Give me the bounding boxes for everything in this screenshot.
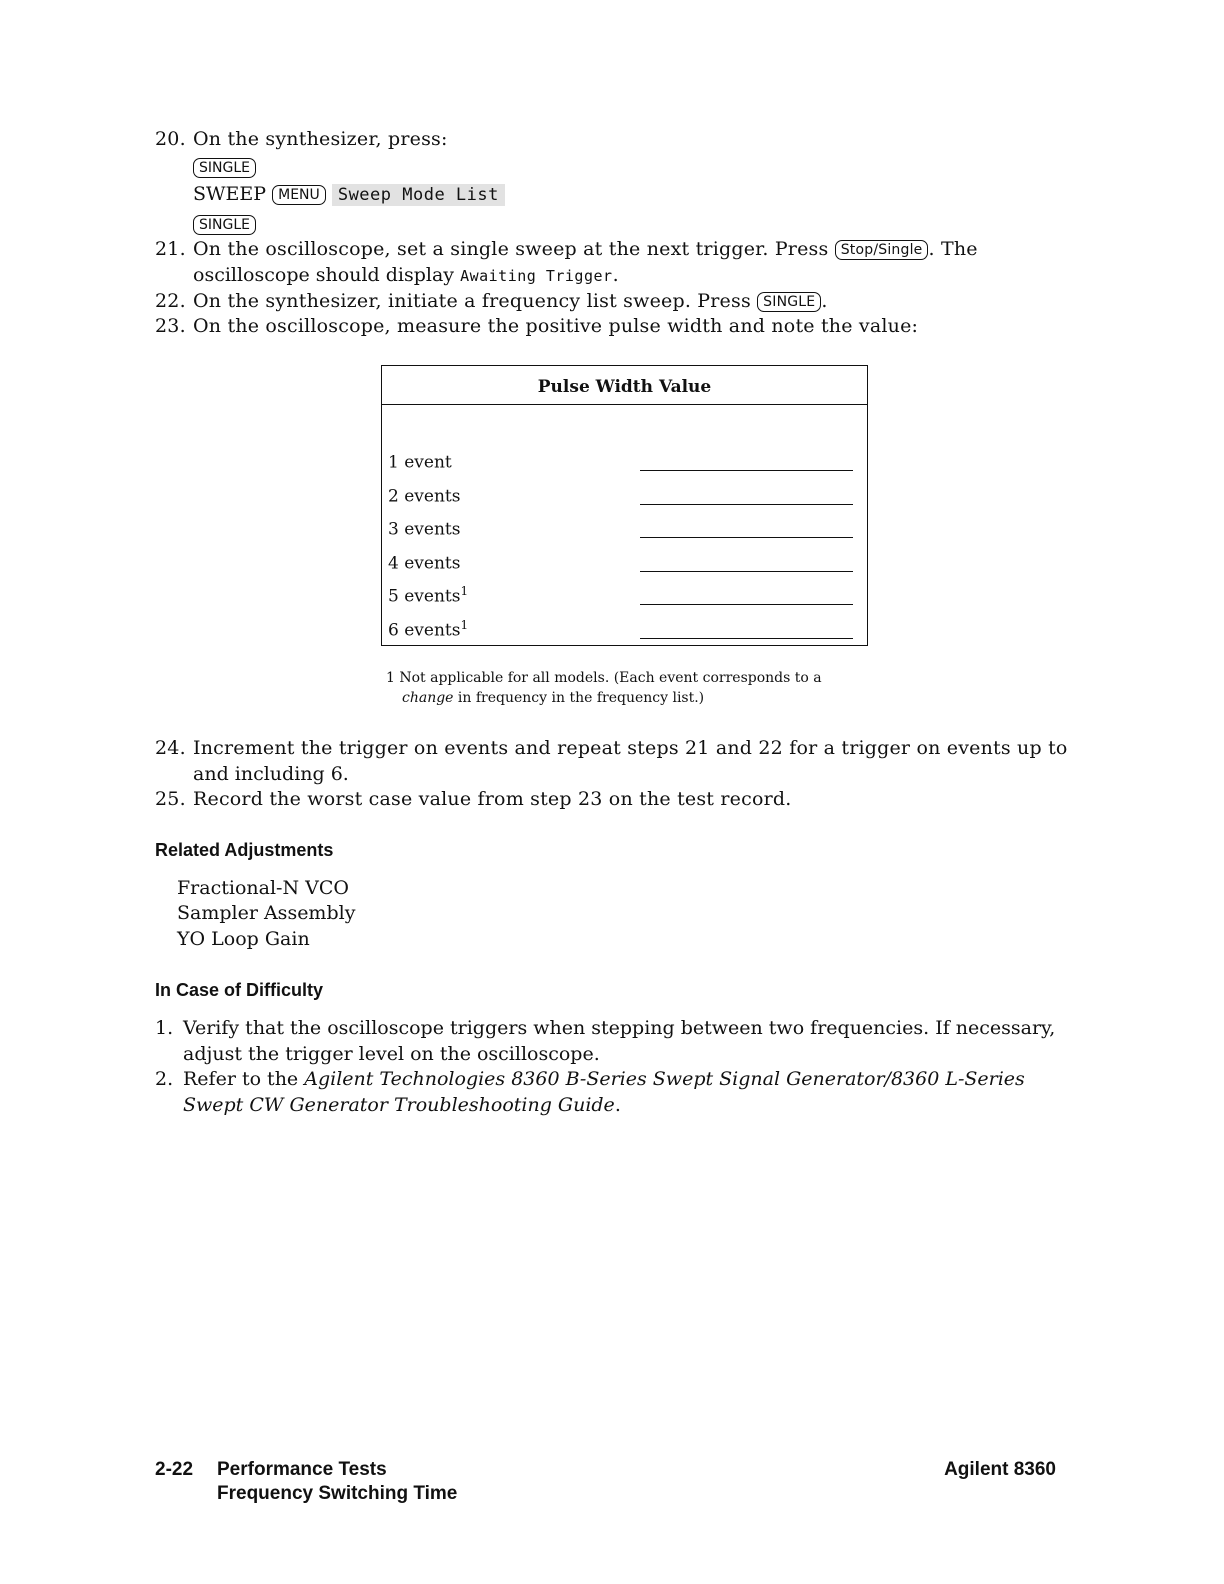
- sweep-label: SWEEP: [193, 183, 267, 205]
- difficulty-item-2: [155, 1066, 1025, 1092]
- step-number: 24.: [155, 737, 186, 759]
- step-text-after: .: [612, 264, 619, 286]
- single-key: SINGLE: [757, 292, 821, 312]
- row-label: 3 events: [388, 519, 461, 540]
- footnote-emphasis: change: [402, 690, 454, 706]
- row-label: 5 events$^1$: [388, 584, 469, 607]
- difficulty-item-2-continued: [183, 1092, 621, 1118]
- guide-title-continued: Swept CW Generator Troubleshooting Guide: [183, 1094, 615, 1116]
- step-21: [155, 236, 978, 262]
- step-text: On the oscilloscope, measure the positive pulse width and note the value:: [193, 315, 919, 337]
- step-20-keyline-3: [193, 211, 256, 237]
- table-footnote-line-2: [402, 688, 704, 708]
- step-number: 22.: [155, 290, 186, 312]
- table-row: [388, 614, 863, 644]
- single-key: SINGLE: [193, 158, 256, 178]
- entry-line: [640, 571, 853, 572]
- item-number: 1.: [155, 1017, 174, 1039]
- table-row: [388, 513, 863, 543]
- item-text-end: .: [614, 1094, 621, 1116]
- entry-line: [640, 504, 853, 505]
- item-text: Verify that the oscilloscope triggers when stepping between two frequencies. If necessary,: [183, 1017, 1056, 1039]
- item-number: 2.: [155, 1068, 174, 1090]
- single-key: SINGLE: [193, 215, 256, 235]
- step-24-continued: and including 6.: [193, 763, 349, 785]
- row-label: 4 events: [388, 553, 461, 574]
- difficulty-item-1-continued: adjust the trigger level on the oscilloscope.: [183, 1043, 600, 1065]
- step-text: On the synthesizer, press:: [193, 128, 448, 150]
- item-text: Refer to the: [183, 1068, 299, 1090]
- step-22: [155, 288, 828, 314]
- step-20-keyline-1: [193, 154, 256, 180]
- related-item: YO Loop Gain: [177, 928, 310, 950]
- step-text-after: . The: [928, 238, 978, 260]
- related-item: Sampler Assembly: [177, 902, 356, 924]
- step-number: 25.: [155, 788, 186, 810]
- step-text: On the synthesizer, initiate a frequency list sweep. Press: [193, 290, 751, 312]
- difficulty-item-1: [155, 1015, 1055, 1041]
- table-row: [388, 446, 863, 476]
- step-23: [155, 313, 918, 339]
- step-number: 23.: [155, 315, 186, 337]
- pulse-width-table: [381, 365, 868, 646]
- step-24: [155, 735, 1068, 761]
- footnote-text: in frequency in the frequency list.): [453, 690, 705, 706]
- table-row: [388, 580, 863, 610]
- table-footnote-line-1: 1 Not applicable for all models. (Each event corresponds to a: [386, 670, 822, 686]
- step-text: oscilloscope should display: [193, 264, 455, 286]
- entry-line: [640, 638, 853, 639]
- difficulty-heading: In Case of Difficulty: [155, 980, 324, 1000]
- footer-section: Performance Tests: [217, 1459, 387, 1480]
- step-number: 21.: [155, 238, 186, 260]
- step-21-continued: [193, 262, 619, 289]
- stop-single-key: Stop/Single: [835, 240, 929, 260]
- step-number: 20.: [155, 128, 186, 150]
- display-message: Awaiting Trigger: [460, 267, 613, 285]
- entry-line: [640, 470, 853, 471]
- row-label: 2 events: [388, 486, 461, 507]
- entry-line: [640, 537, 853, 538]
- related-item: Fractional-N VCO: [177, 877, 349, 899]
- entry-line: [640, 604, 853, 605]
- step-text: On the oscilloscope, set a single sweep at the next trigger. Press: [193, 238, 829, 260]
- step-text-after: .: [821, 290, 828, 312]
- step-20: [155, 126, 448, 152]
- footer-product: Agilent 8360: [944, 1459, 1056, 1480]
- sweep-mode-list-softkey: Sweep Mode List: [332, 184, 505, 206]
- page-number: 2-22: [155, 1459, 194, 1480]
- row-label: 6 events$^1$: [388, 618, 469, 641]
- footer-subsection: Frequency Switching Time: [217, 1483, 458, 1504]
- related-adjustments-heading: Related Adjustments: [155, 840, 334, 860]
- step-25: [155, 786, 791, 812]
- menu-key: MENU: [272, 185, 326, 205]
- table-row: [388, 480, 863, 510]
- step-text: Increment the trigger on events and repeat steps 21 and 22 for a trigger on events up to: [193, 737, 1068, 759]
- row-label: 1 event: [388, 452, 452, 473]
- table-row: [388, 547, 863, 577]
- table-title: Pulse Width Value: [382, 366, 867, 405]
- step-text: Record the worst case value from step 23 on the test record.: [193, 788, 792, 810]
- step-20-keyline-2: [193, 181, 505, 207]
- guide-title: Agilent Technologies 8360 B-Series Swept Signal Generator/8360 L-Series: [304, 1068, 1025, 1090]
